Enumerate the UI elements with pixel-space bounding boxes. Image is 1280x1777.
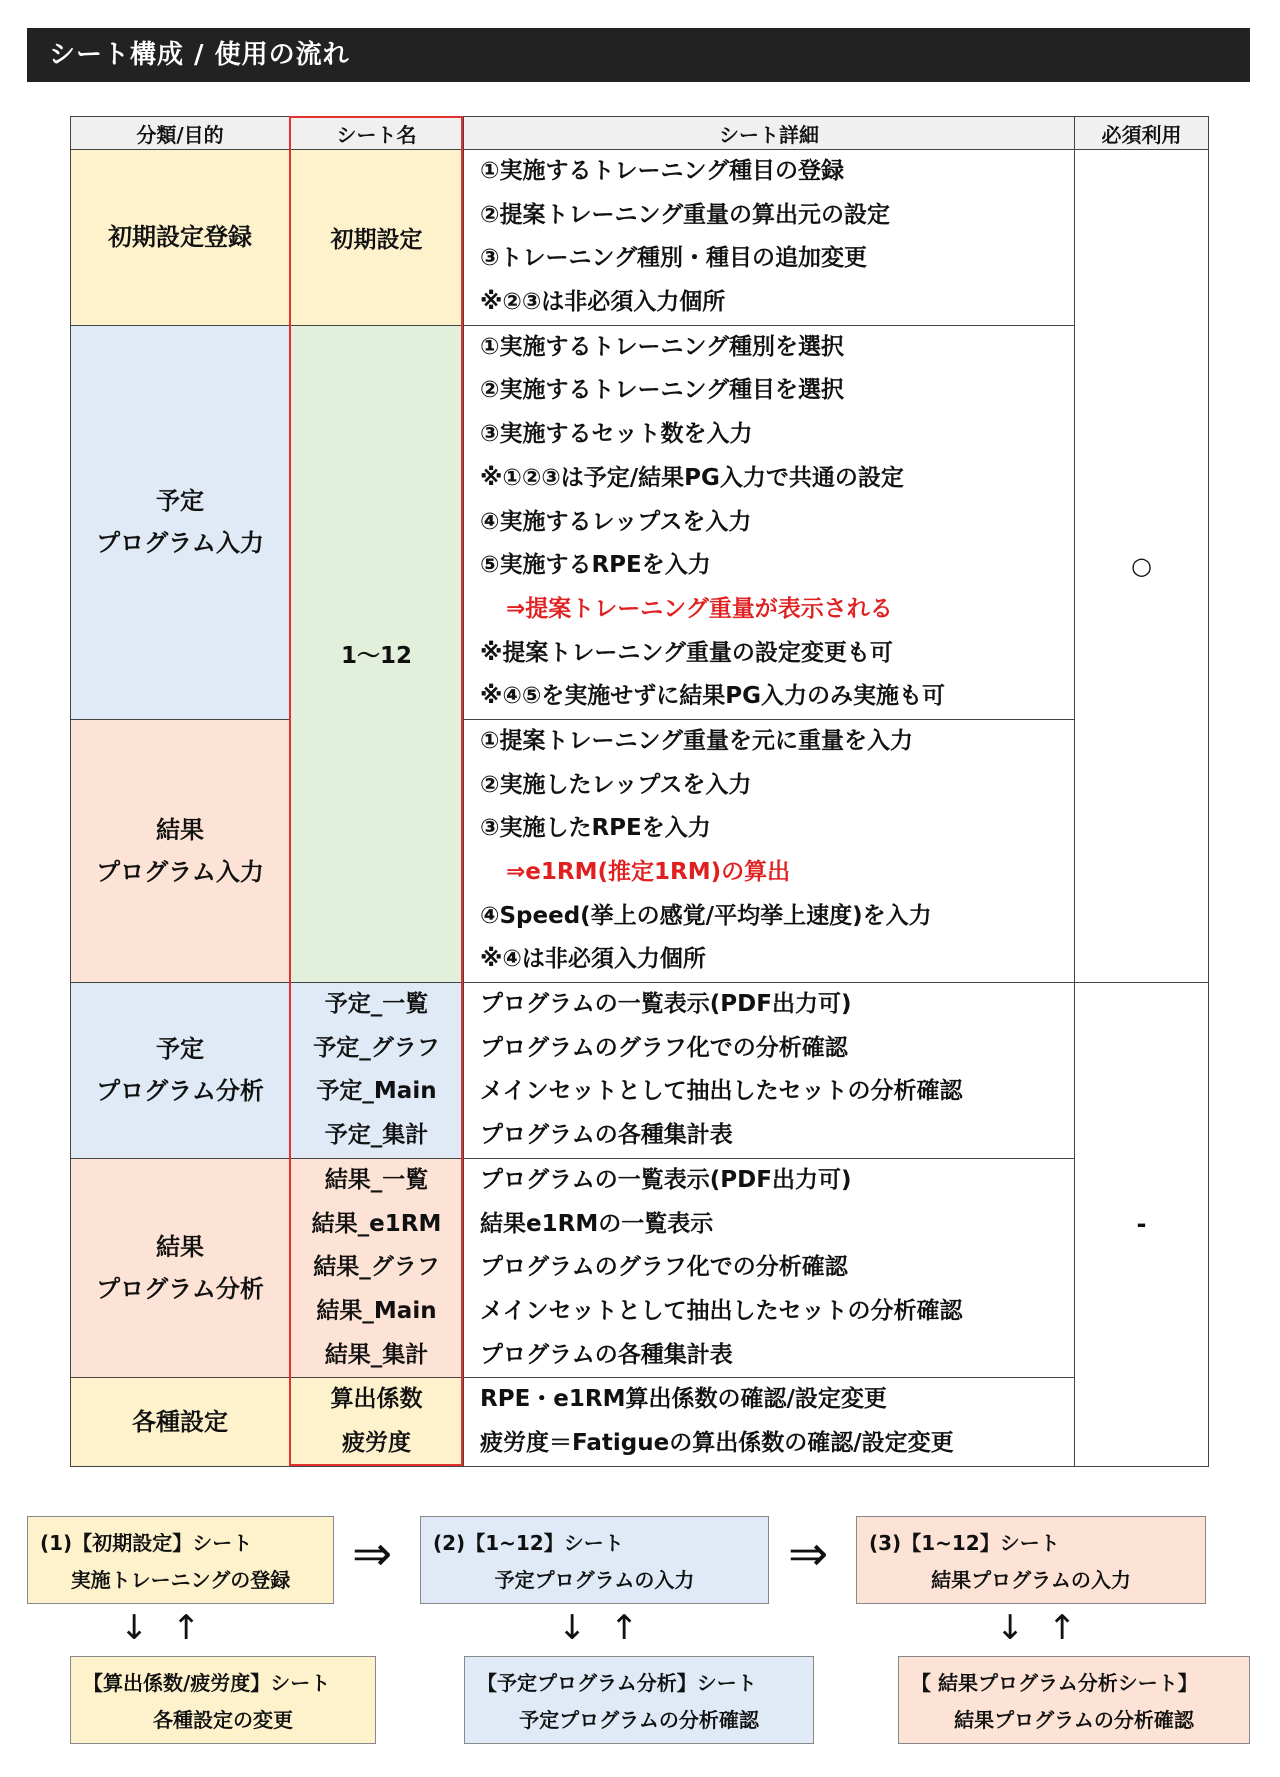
category-label: 各種設定 <box>132 1407 228 1436</box>
arrow-right-icon: ⇒ <box>788 1526 829 1582</box>
detail-line: ※②③は非必須入力個所 <box>480 289 726 316</box>
detail-line: プログラムの一覧表示(PDF出力可) <box>480 991 852 1018</box>
detail-line: ※提案トレーニング重量の設定変更も可 <box>480 639 893 666</box>
arrow-right-icon: ⇒ <box>352 1526 393 1582</box>
detail-line: ③実施するセット数を入力 <box>480 421 753 448</box>
required-mark: ○ <box>1131 552 1152 581</box>
flow-step-title: 【予定プログラム分析】シート <box>477 1671 757 1695</box>
table-row <box>71 325 1209 719</box>
flow-step-title: 【算出係数/疲労度】シート <box>83 1671 331 1695</box>
detail-line: プログラムのグラフ化での分析確認 <box>480 1034 848 1061</box>
detail-line: プログラムの一覧表示(PDF出力可) <box>480 1166 852 1193</box>
flow-step-plan-input <box>420 1516 769 1604</box>
category-cell <box>71 1158 290 1377</box>
sheet-name: 予定_集計 <box>324 1122 429 1149</box>
category-label: 予定 <box>156 487 204 516</box>
detail-cell <box>464 983 1075 1159</box>
sheet-name-cell <box>290 983 464 1159</box>
flow-step-title: 【 結果プログラム分析シート】 <box>911 1671 1198 1695</box>
sheet-name: 結果_Main <box>316 1297 437 1324</box>
header-sheet-name: シート名 <box>290 117 464 150</box>
table-row <box>71 1158 1209 1377</box>
flow-sub-plan-analysis <box>464 1656 814 1744</box>
detail-line: ※①②③は予定/結果PG入力で共通の設定 <box>480 464 904 491</box>
sheet-name: 結果_グラフ <box>313 1254 440 1281</box>
category-cell <box>71 1378 290 1466</box>
sheet-name: 予定_一覧 <box>324 991 429 1018</box>
arrow-down-icon: ↓ <box>120 1608 149 1648</box>
category-cell <box>71 719 290 982</box>
detail-line: ※④⑤を実施せずに結果PG入力のみ実施も可 <box>480 683 946 710</box>
flow-step-desc: 予定プログラムの分析確認 <box>519 1708 759 1732</box>
detail-line: ①提案トレーニング重量を元に重量を入力 <box>480 727 914 754</box>
sheet-name: 結果_e1RM <box>311 1210 442 1237</box>
arrow-down-icon: ↓ <box>996 1608 1025 1648</box>
header-sheet-detail: シート詳細 <box>464 117 1075 150</box>
detail-line: RPE・e1RM算出係数の確認/設定変更 <box>480 1386 887 1413</box>
table-row <box>71 719 1209 982</box>
flow-step-title: (3)【1~12】シート <box>869 1531 1060 1555</box>
detail-cell <box>464 1158 1075 1377</box>
detail-line: ①実施するトレーニング種別を選択 <box>480 333 845 360</box>
sheet-name-cell <box>290 150 464 326</box>
detail-line: ②実施するトレーニング種目を選択 <box>480 377 845 404</box>
detail-line: プログラムの各種集計表 <box>480 1122 733 1149</box>
detail-line: プログラムの各種集計表 <box>480 1341 733 1368</box>
flow-step-desc: 結果プログラムの入力 <box>931 1568 1131 1592</box>
detail-line: 結果e1RMの一覧表示 <box>480 1210 714 1237</box>
detail-line: メインセットとして抽出したセットの分析確認 <box>480 1078 963 1105</box>
page-title: シート構成 / 使用の流れ <box>27 28 1250 82</box>
required-cell <box>1075 983 1209 1467</box>
detail-line: プログラムのグラフ化での分析確認 <box>480 1254 848 1281</box>
flow-step-desc: 結果プログラムの分析確認 <box>954 1708 1194 1732</box>
detail-highlight: ⇒提案トレーニング重量が表示される <box>506 595 893 622</box>
arrow-up-icon: ↑ <box>172 1608 201 1648</box>
flow-sub-result-analysis <box>898 1656 1250 1744</box>
detail-line: ④Speed(挙上の感覚/平均挙上速度)を入力 <box>480 902 932 929</box>
detail-line: 疲労度＝Fatigueの算出係数の確認/設定変更 <box>480 1429 954 1456</box>
table-row <box>71 150 1209 326</box>
sheet-name: 1～12 <box>340 643 412 670</box>
category-label: 予定 <box>156 1035 204 1064</box>
category-label: 初期設定登録 <box>108 223 252 252</box>
detail-line: ①実施するトレーニング種目の登録 <box>480 158 845 184</box>
category-cell <box>71 325 290 719</box>
flow-step-title: (1)【初期設定】シート <box>40 1531 253 1555</box>
header-category: 分類/目的 <box>71 117 290 150</box>
flow-step-desc: 予定プログラムの入力 <box>494 1568 695 1592</box>
table-row <box>71 983 1209 1159</box>
sheet-structure-table <box>70 116 1209 1467</box>
detail-line: ※④は非必須入力個所 <box>480 946 706 973</box>
detail-line: ②提案トレーニング重量の算出元の設定 <box>480 201 891 228</box>
sheet-name: 結果_一覧 <box>324 1166 429 1193</box>
flow-step-title: (2)【1~12】シート <box>433 1531 624 1555</box>
sheet-name-cell <box>290 1378 464 1466</box>
category-cell <box>71 983 290 1159</box>
detail-line: ④実施するレップスを入力 <box>480 508 752 535</box>
sheet-name: 算出係数 <box>330 1386 423 1413</box>
detail-cell <box>464 1378 1075 1466</box>
category-label: プログラム分析 <box>96 1077 264 1106</box>
flow-step-desc: 各種設定の変更 <box>153 1708 293 1732</box>
sheet-name-cell <box>290 1158 464 1377</box>
category-cell <box>71 150 290 326</box>
detail-line: メインセットとして抽出したセットの分析確認 <box>480 1297 963 1324</box>
arrow-up-icon: ↑ <box>1048 1608 1077 1648</box>
detail-line: ⑤実施するRPEを入力 <box>480 552 711 579</box>
sheet-name: 初期設定 <box>330 226 423 253</box>
category-label: プログラム入力 <box>96 529 264 558</box>
required-cell <box>1075 150 1209 983</box>
header-required: 必須利用 <box>1075 117 1209 150</box>
sheet-name: 結果_集計 <box>324 1341 429 1368</box>
arrow-up-icon: ↑ <box>610 1608 639 1648</box>
not-required-mark: - <box>1136 1210 1147 1239</box>
detail-cell <box>464 150 1075 326</box>
detail-line: ②実施したレップスを入力 <box>480 771 752 798</box>
detail-cell <box>464 719 1075 982</box>
arrow-down-icon: ↓ <box>558 1608 587 1648</box>
table-header-row <box>71 117 1209 150</box>
sheet-name: 予定_Main <box>316 1078 437 1105</box>
sheet-name: 疲労度 <box>342 1429 411 1456</box>
flow-sub-settings <box>70 1656 376 1744</box>
category-label: 結果 <box>156 816 204 844</box>
flow-step-initial-settings <box>27 1516 334 1604</box>
detail-line: ③トレーニング種別・種目の追加変更 <box>480 245 868 272</box>
detail-line: ③実施したRPEを入力 <box>480 815 711 842</box>
detail-highlight: ⇒e1RM(推定1RM)の算出 <box>506 859 791 885</box>
flow-step-desc: 実施トレーニングの登録 <box>70 1568 291 1592</box>
category-label: プログラム入力 <box>96 858 264 886</box>
sheet-name-cell <box>290 325 464 982</box>
flow-step-result-input <box>856 1516 1206 1604</box>
category-label: プログラム分析 <box>96 1275 264 1304</box>
sheet-name: 予定_グラフ <box>313 1034 440 1061</box>
category-label: 結果 <box>156 1233 204 1262</box>
detail-cell <box>464 325 1075 719</box>
table-row <box>71 1378 1209 1466</box>
